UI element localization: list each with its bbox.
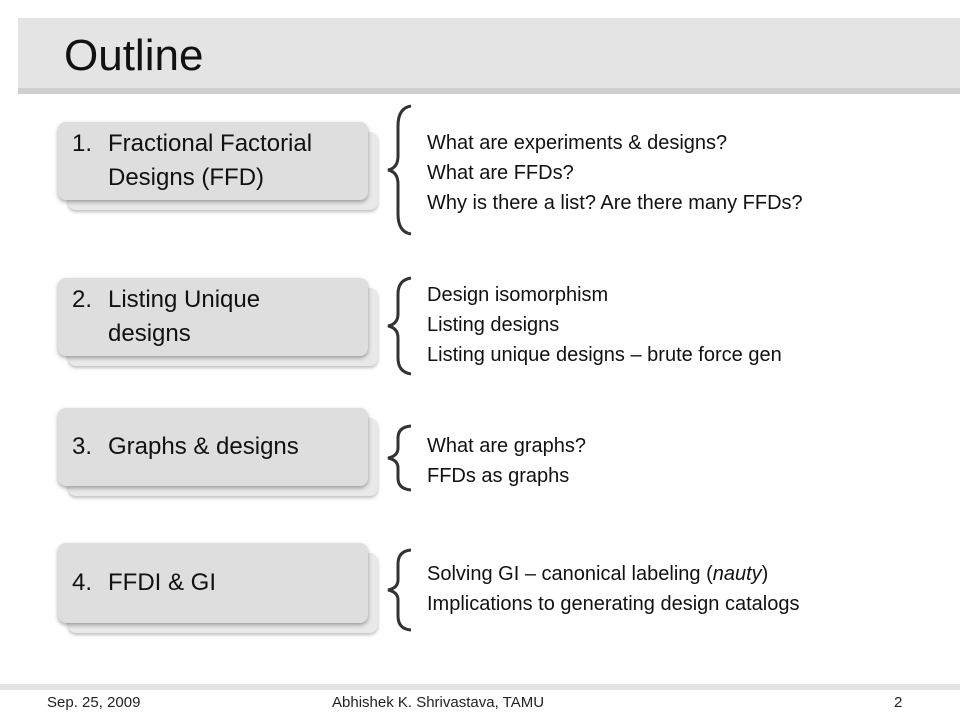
brace-icon [384,548,414,632]
bullet-text: Listing designs [427,314,560,336]
topic-box-face [58,278,368,356]
bullet-text: Listing unique designs – brute force gen [427,344,782,366]
footer-author: Abhishek K. Shrivastava, TAMU [332,694,545,711]
bullet-text: Design isomorphism [427,284,609,306]
topic-number: 3. [72,433,93,460]
topic-label: Fractional Factorial Designs (FFD) [108,130,313,191]
footer-page-number: 2 [894,694,903,711]
topic-box-3 [58,408,368,486]
bullet-text: FFDs as graphs [427,465,570,487]
brace-icon [384,276,414,376]
footer-date: Sep. 25, 2009 [47,694,141,711]
bullet-text [427,559,799,589]
topic-2-bullets [427,280,782,370]
bullet-text: Why is there a list? Are there many FFDs? [427,192,803,214]
brace-icon [384,104,414,236]
topic-box-1 [58,122,368,200]
topic-box-4 [58,543,368,623]
bullet-emphasis: nauty [712,563,762,585]
topic-box-face [58,543,368,623]
topic-box-face [58,408,368,486]
topic-number: 1. [72,130,93,157]
bullet-text: What are FFDs? [427,162,574,184]
bullet-text: What are experiments & designs? [427,132,728,154]
topic-3-bullets [427,431,586,491]
topic-box-face [58,122,368,200]
topic-number: 4. [72,569,93,596]
footer-divider [0,684,960,690]
title-bar [18,18,960,94]
brace-icon [384,424,414,492]
bullet-text-content: Solving GI – canonical labeling (nauty) [427,563,769,585]
bullet-text: What are graphs? [427,435,586,457]
topic-label: FFDI & GI [108,569,216,596]
topic-4-bullets [427,559,799,619]
topic-label: Graphs & designs [108,433,299,460]
slide-title: Outline [64,31,204,80]
topic-number: 2. [72,286,93,313]
topic-box-2 [58,278,368,356]
bullet-text: Implications to generating design catalogs [427,593,800,615]
topic-1-bullets [427,128,803,218]
topic-label: Listing Unique designs [108,286,261,347]
